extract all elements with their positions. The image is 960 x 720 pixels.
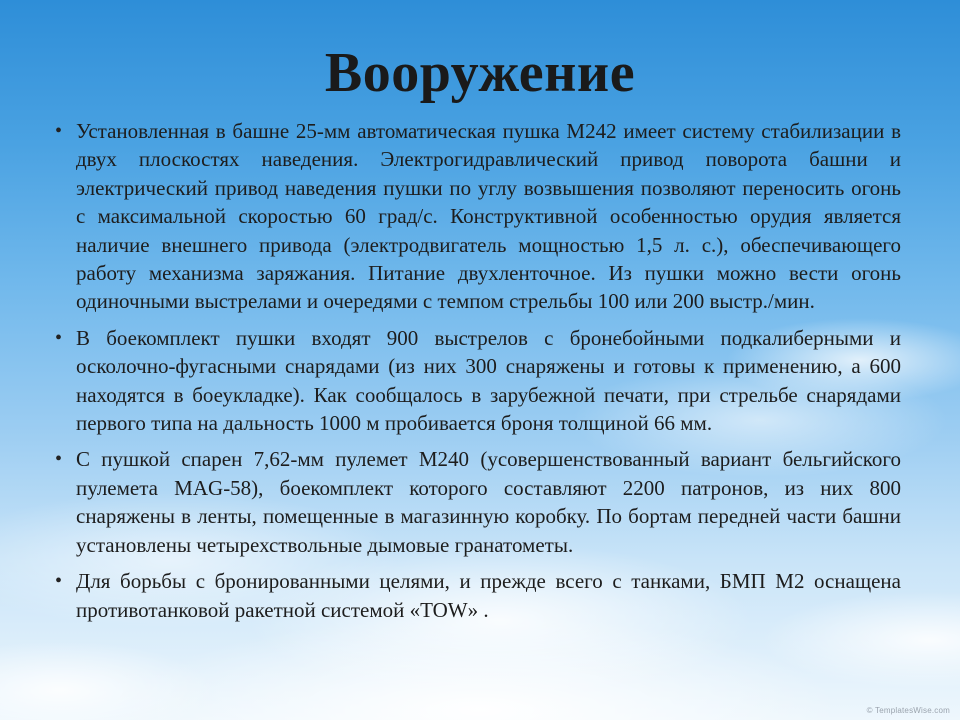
bullet-list (54, 117, 901, 632)
bullet-item: • Установленная в башне 25-мм автоматическая пушка M242 имеет систему стабилизации в двух плоскостях наведения. Электрогидравлический привод поворота башни и электрический привод наведения пушки по углу возвышения позволяют переносить огонь с максимальной скоростью 60 град/с. Конструктивной особенностью орудия является наличие внешнего привода (электродвигатель мощностью 1,5 л. с.), обеспечивающего работу механизма заряжания. Питание двухленточное. Из пушки можно вести огонь одиночными выстрелами и очередями с темпом стрельбы 100 или 200 выстр./мин. (54, 117, 901, 316)
bullet-item: • В боекомплект пушки входят 900 выстрелов с бронебойными подкалиберными и осколочно-фугасными снарядами (из них 300 снаряжены и готовы к применению, а 600 находятся в боеукладке). Как сообщалось в зарубежной печати, при стрельбе снарядами первого типа на дальность 1000 м пробивается броня толщиной 66 мм. (54, 324, 901, 438)
bullet-item: • Для борьбы с бронированными целями, и прежде всего с танками, БМП M2 оснащена противотанковой ракетной системой «TOW» . (54, 567, 901, 624)
watermark-text: © TemplatesWise.com (866, 706, 950, 715)
slide-title: Вооружение (324, 42, 636, 104)
bullet-item: • С пушкой спарен 7,62-мм пулемет M240 (усовершенствованный вариант бельгийского пулемета MAG-58), боекомплект которого составляют 2200 патронов, из них 800 снаряжены в ленты, помещенные в магазинную коробку. По бортам передней части башни установлены четырехствольные дымовые гранатометы. (54, 445, 901, 559)
